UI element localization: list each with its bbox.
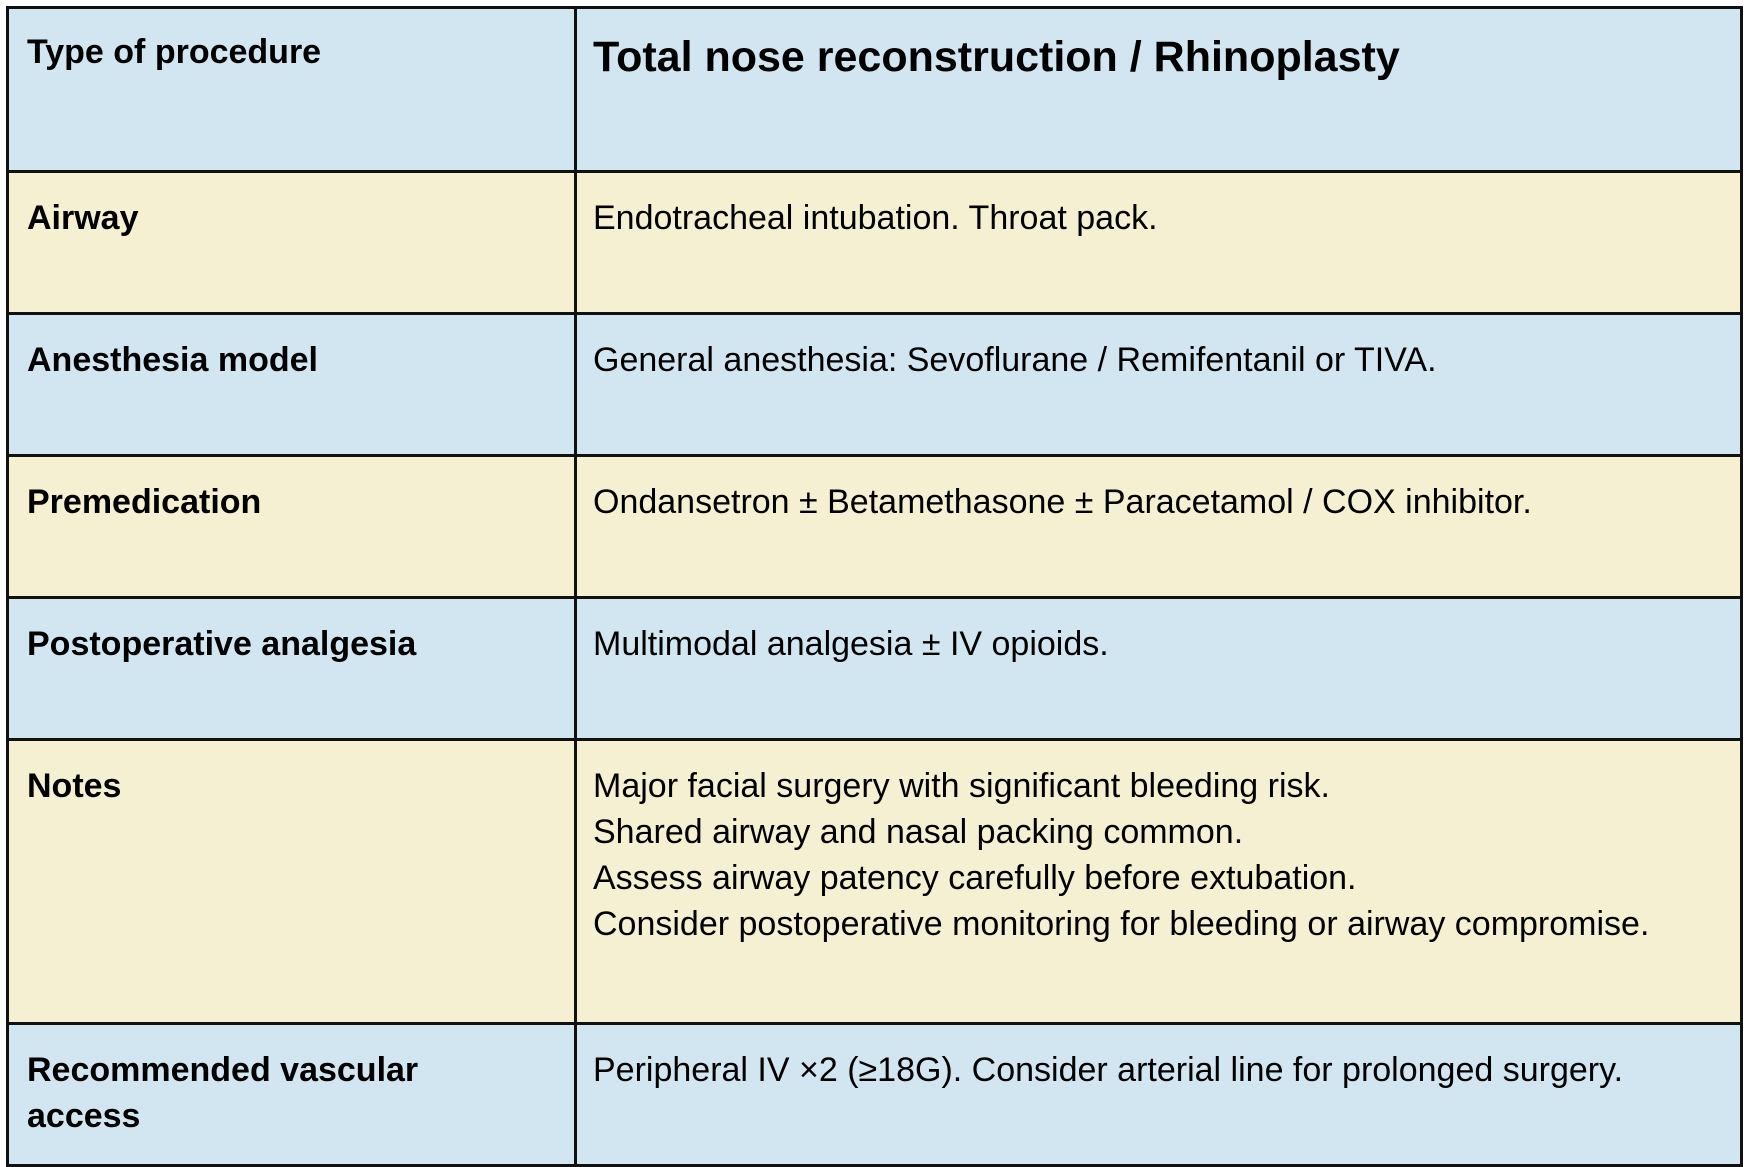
row-label-anesthesia-model: Anesthesia model (27, 341, 318, 379)
table-cell (8, 598, 576, 740)
table-cell (576, 8, 1742, 172)
row-label-postoperative-analgesia: Postoperative analgesia (27, 625, 417, 663)
table-cell (8, 740, 576, 1024)
row-value-notes (577, 741, 1740, 947)
table-cell (576, 598, 1742, 740)
label-line: Recommended vascular (27, 1051, 419, 1089)
notes-line: Assess airway patency carefully before extubation. (593, 859, 1357, 897)
row-label-notes: Notes (27, 767, 122, 805)
table-row (8, 598, 1742, 740)
row-label-premedication: Premedication (27, 483, 262, 521)
row-value-premedication: Ondansetron ± Betamethasone ± Paracetamol / COX inhibitor. (593, 483, 1532, 521)
table-cell (576, 1024, 1742, 1166)
procedure-type-label: Type of procedure (27, 33, 322, 71)
table-row (8, 456, 1742, 598)
row-value-vascular-access: Peripheral IV ×2 (≥18G). Consider arterial line for prolonged surgery. (593, 1051, 1624, 1089)
table-cell (8, 8, 576, 172)
notes-line: Consider postoperative monitoring for bleeding or airway compromise. (593, 905, 1650, 943)
table-header-row (8, 8, 1742, 172)
table-cell (8, 1024, 576, 1166)
procedure-table (6, 6, 1743, 1167)
table-cell (576, 456, 1742, 598)
row-value-anesthesia-model: General anesthesia: Sevoflurane / Remifentanil or TIVA. (593, 341, 1437, 379)
table-cell (576, 740, 1742, 1024)
table-cell (576, 314, 1742, 456)
table-cell (8, 456, 576, 598)
notes-line: Major facial surgery with significant bleeding risk. (593, 767, 1330, 805)
table-cell (576, 172, 1742, 314)
row-label-vascular-access (9, 1025, 574, 1139)
table-cell (8, 314, 576, 456)
row-label-airway: Airway (27, 199, 139, 237)
table-row (8, 1024, 1742, 1166)
row-value-airway: Endotracheal intubation. Throat pack. (593, 199, 1158, 237)
label-line: access (27, 1097, 141, 1135)
row-value-postoperative-analgesia: Multimodal analgesia ± IV opioids. (593, 625, 1109, 663)
notes-line: Shared airway and nasal packing common. (593, 813, 1244, 851)
table-row (8, 740, 1742, 1024)
table-row (8, 314, 1742, 456)
procedure-title: Total nose reconstruction / Rhinoplasty (593, 33, 1400, 81)
table-row (8, 172, 1742, 314)
table-cell (8, 172, 576, 314)
